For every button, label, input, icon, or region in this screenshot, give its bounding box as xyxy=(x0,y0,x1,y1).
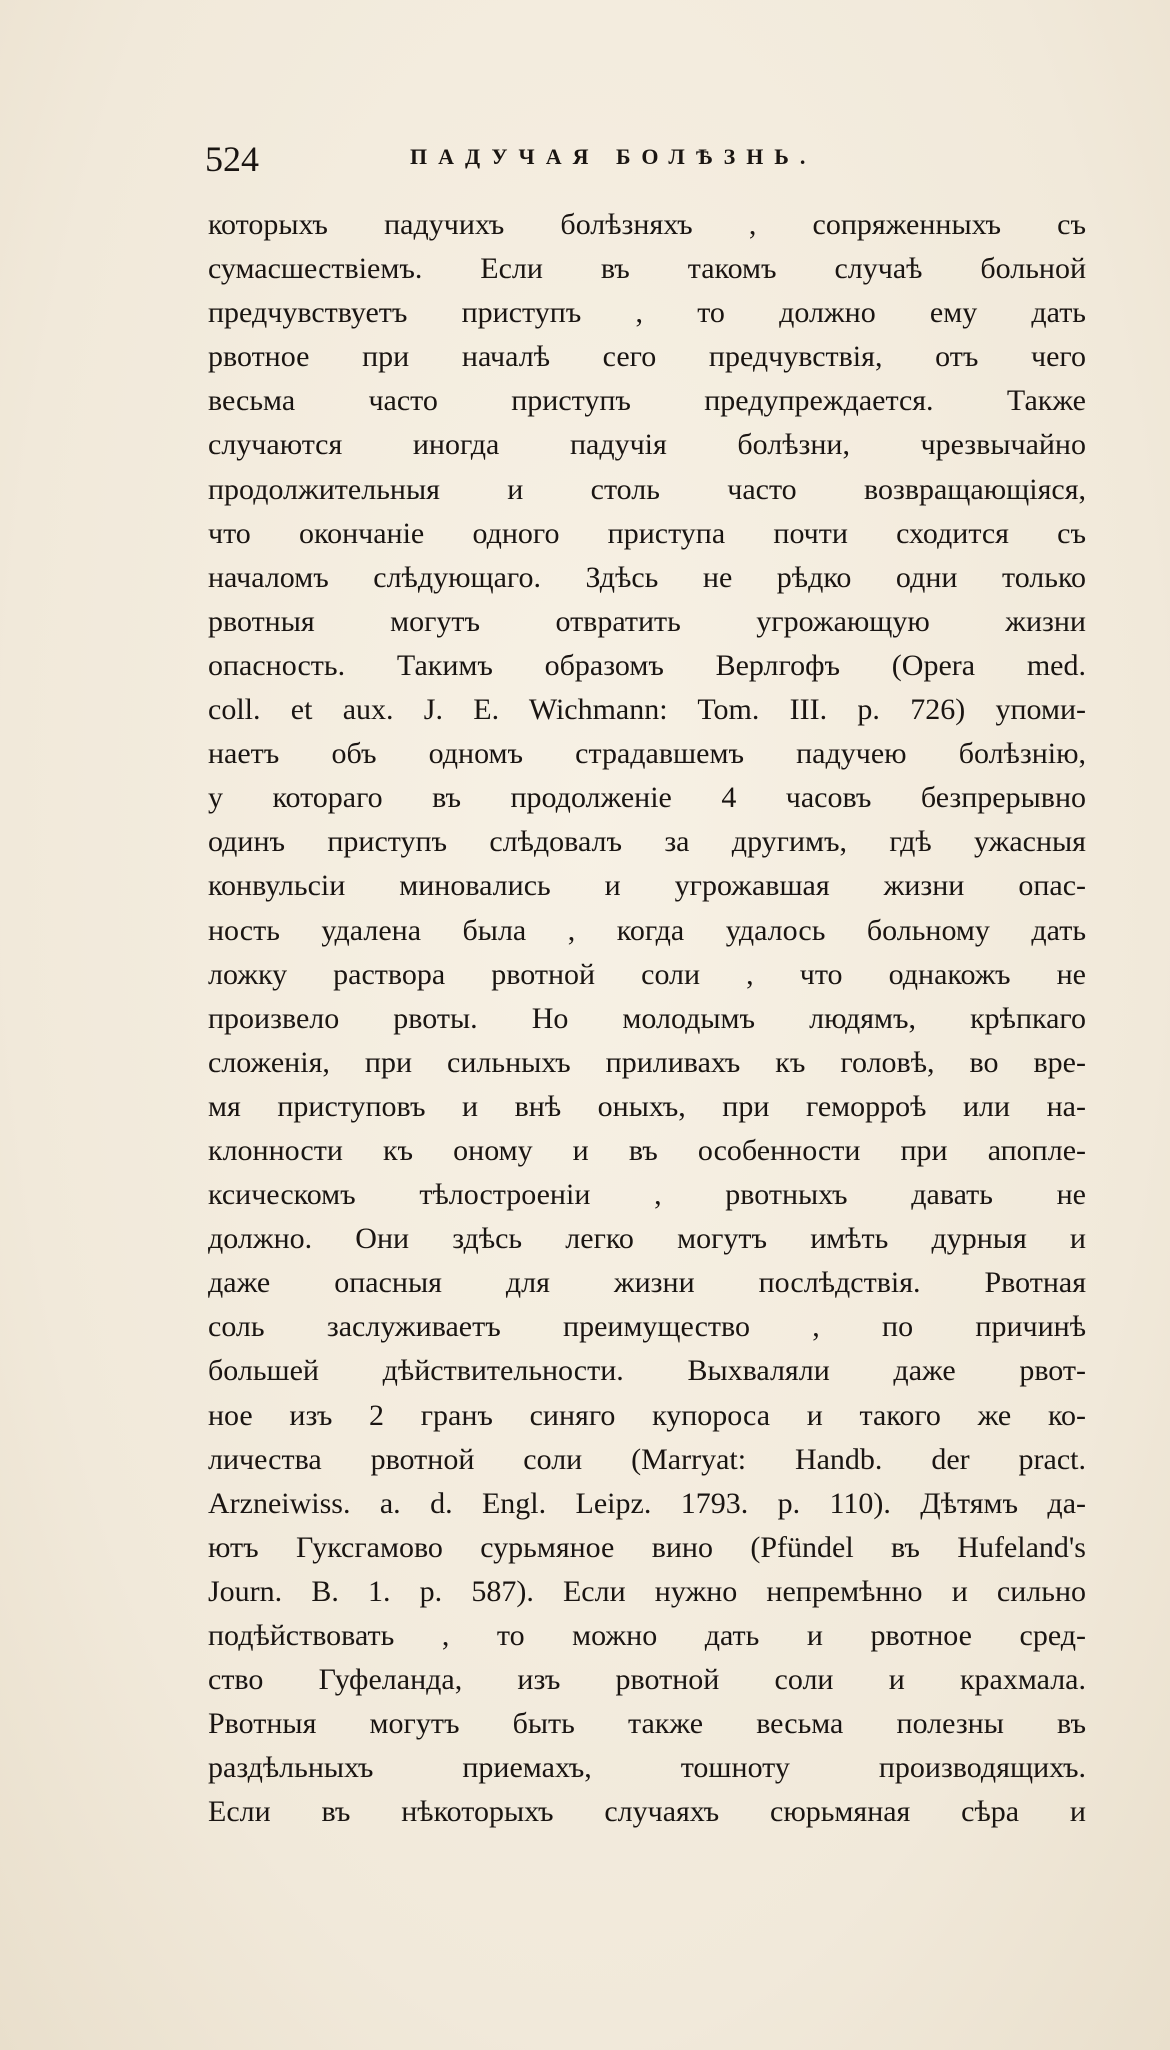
text-line: ность удалена была , когда удалось больному дать xyxy=(208,913,1086,947)
text-line: одинъ приступъ слѣдовалъ за другимъ, гдѣ ужасныя xyxy=(208,825,1086,859)
page-header xyxy=(205,138,835,188)
text-line: раздѣльныхъ приемахъ, тошноту производящихъ. xyxy=(208,1751,1086,1785)
text-line: ложку раствора рвотной соли , что однакожъ не xyxy=(208,957,1086,991)
text-line: что окончаніе одного приступа почти сходится съ xyxy=(208,516,1086,550)
body-text xyxy=(208,203,1086,1834)
text-line: coll. et aux. J. E. Wichmann: Tom. III. p. 726) упоми- xyxy=(208,693,1086,727)
text-line: большей дѣйствительности. Выхваляли даже рвот- xyxy=(208,1354,1086,1388)
text-line: подѣйствовать , то можно дать и рвотное сред- xyxy=(208,1619,1086,1652)
text-line: даже опасныя для жизни послѣдствія. Рвотная xyxy=(208,1266,1086,1300)
text-line: опасность. Такимъ образомъ Верлгофъ (Opera med. xyxy=(208,648,1086,682)
text-line: Arzneiwiss. a. d. Engl. Leipz. 1793. p. 110). Дѣтямъ да- xyxy=(208,1486,1086,1520)
text-line: ютъ Гуксгамово сурьмяное вино (Pfündel въ Hufeland's xyxy=(208,1530,1086,1564)
text-line: Journ. B. 1. p. 587). Если нужно непремѣнно и сильно xyxy=(208,1574,1086,1608)
text-line: произвело рвоты. Но молодымъ людямъ, крѣпкаго xyxy=(208,1001,1086,1035)
text-line: ство Гуфеланда, изъ рвотной соли и крахмала. xyxy=(208,1663,1086,1697)
text-line: наетъ объ одномъ страдавшемъ падучею болѣзнію, xyxy=(208,737,1086,771)
text-line: рвотныя могутъ отвратить угрожающую жизни xyxy=(208,604,1086,638)
text-line: должно. Они здѣсь легко могутъ имѣть дурныя и xyxy=(208,1222,1086,1256)
text-line: рвотное при началѣ сего предчувствія, отъ чего xyxy=(208,340,1086,374)
text-line: весьма часто приступъ предупреждается. Также xyxy=(208,384,1086,418)
text-line: Если въ нѣкоторыхъ случаяхъ сюрьмяная сѣра и xyxy=(208,1795,1086,1829)
text-line: мя приступовъ и внѣ оныхъ, при геморроѣ или на- xyxy=(208,1089,1086,1123)
text-line: сложенія, при сильныхъ приливахъ къ головѣ, во вре- xyxy=(208,1045,1086,1079)
text-line: продолжительныя и столь часто возвращающіяся, xyxy=(208,472,1086,506)
running-title: ПАДУЧАЯ БОЛѢЗНЬ. xyxy=(410,144,817,169)
text-line: случаются иногда падучія болѣзни, чрезвычайно xyxy=(208,428,1086,462)
text-line: у котораго въ продолженіе 4 часовъ безпрерывно xyxy=(208,781,1086,815)
text-line: предчувствуетъ приступъ , то должно ему дать xyxy=(208,296,1086,330)
text-line: конвульсіи миновались и угрожавшая жизни опас- xyxy=(208,869,1086,903)
text-line: соль заслуживаетъ преимущество , по причинѣ xyxy=(208,1310,1086,1344)
text-line: ное изъ 2 гранъ синяго купороса и такого же ко- xyxy=(208,1398,1086,1432)
text-line: которыхъ падучихъ болѣзняхъ , сопряженныхъ съ xyxy=(208,208,1086,241)
text-line: Рвотныя могутъ быть также весьма полезны въ xyxy=(208,1707,1086,1741)
page-number: 524 xyxy=(205,139,259,179)
text-line: личества рвотной соли (Marryat: Handb. der pract. xyxy=(208,1442,1086,1476)
text-line: началомъ слѣдующаго. Здѣсь не рѣдко одни только xyxy=(208,560,1086,594)
text-line: ксическомъ тѣлостроеніи , рвотныхъ давать не xyxy=(208,1178,1086,1212)
text-line: клонности къ оному и въ особенности при апопле- xyxy=(208,1133,1086,1167)
text-line: сумасшествіемъ. Если въ такомъ случаѣ больной xyxy=(208,252,1086,286)
